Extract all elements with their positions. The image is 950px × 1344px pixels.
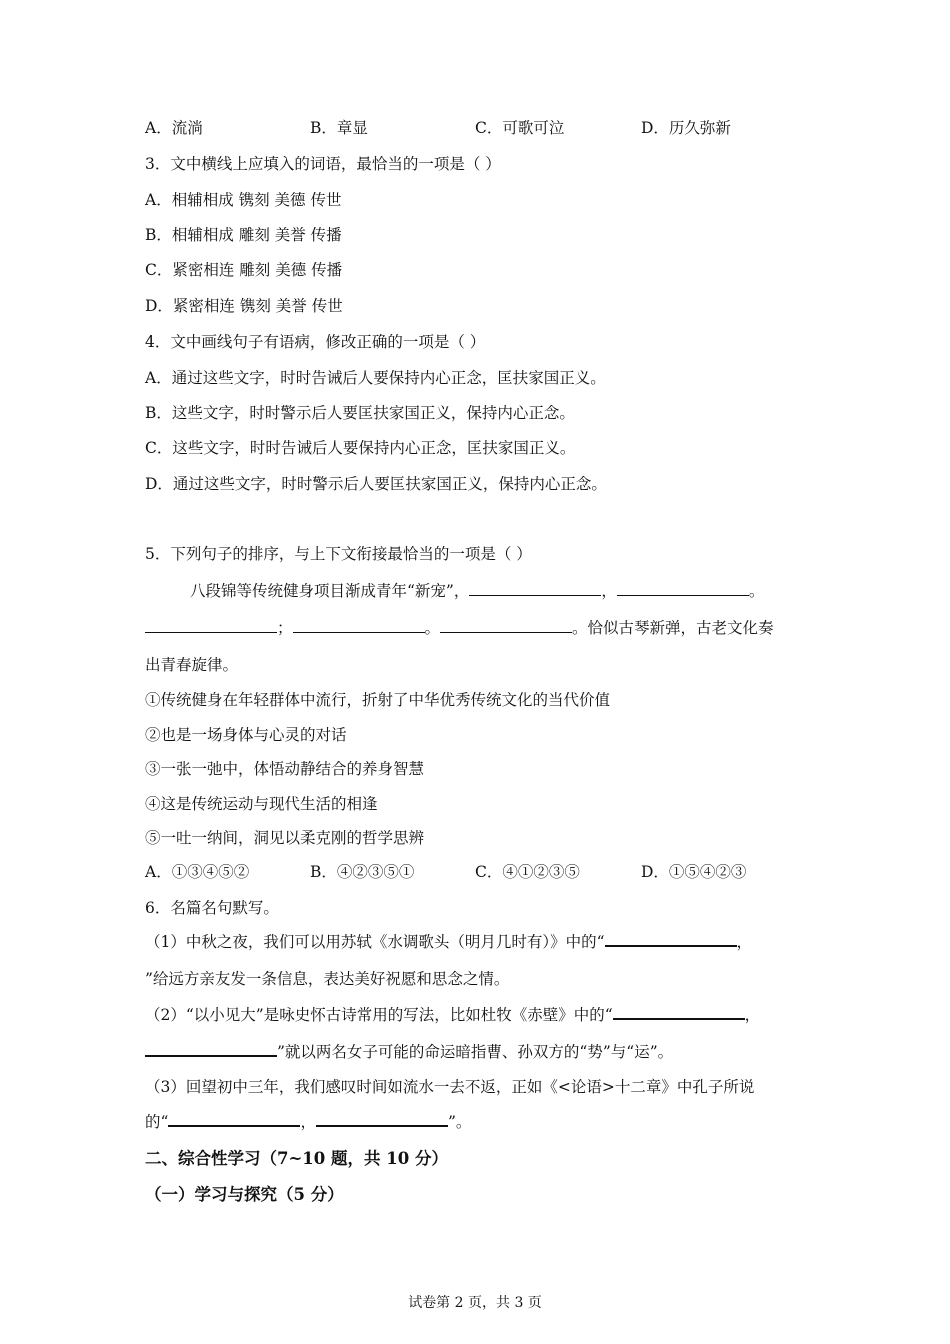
q6-item-2-cont-text: ”就以两名女子可能的命运暗指曹、孙双方的“势”与“运”。 [277, 1043, 674, 1061]
q5-option-b[interactable]: B．④②③⑤① [310, 863, 415, 881]
q5-sentence-4: ④这是传统运动与现代生活的相逢 [145, 795, 378, 813]
q5-stem: 5．下列句子的排序，与上下文衔接最恰当的一项是（ ） [145, 545, 532, 563]
q4-option-c[interactable]: C．这些文字，时时告诫后人要保持内心正念，匡扶家国正义。 [145, 439, 576, 457]
q6-item-3-de: 的“ [145, 1113, 169, 1131]
q6-item-1 [145, 931, 752, 953]
q6-item-2-text: （2）“以小见大”是咏史怀古诗常用的写法，比如杜牧《赤壁》中的“ [145, 1006, 613, 1024]
q2-option-b[interactable]: B．章显 [310, 119, 368, 137]
q6-item-1-comma: ， [736, 933, 753, 951]
q2-option-a[interactable]: A．流淌 [145, 119, 203, 137]
q6-item-2-comma: ， [744, 1006, 761, 1024]
q5-sentence-3: ③一张一弛中，体悟动静结合的养身智慧 [145, 760, 425, 778]
q5-blank-4[interactable] [293, 618, 425, 633]
section-2-title: 二、综合性学习（7~10 题，共 10 分） [145, 1149, 448, 1168]
q5-passage-start: 八段锦等传统健身项目渐成青年“新宠”， [190, 582, 470, 600]
q6-blank-3[interactable] [145, 1041, 277, 1057]
q5-option-d[interactable]: D．①⑤④②③ [641, 863, 747, 881]
q6-item-2 [145, 1004, 760, 1026]
q2-option-d[interactable]: D．历久弥新 [641, 119, 731, 137]
q5-option-a[interactable]: A．①③④⑤② [145, 863, 250, 881]
q2-option-c[interactable]: C．可歌可泣 [475, 119, 565, 137]
page-footer: 试卷第 2 页，共 3 页 [408, 1295, 542, 1311]
q4-stem: 4．文中画线句子有语病，修改正确的一项是（ ） [145, 333, 486, 351]
q6-item-1-cont: ”给远方亲友发一条信息，表达美好祝愿和思念之情。 [145, 970, 510, 988]
q5-sentence-2: ②也是一场身体与心灵的对话 [145, 726, 347, 744]
q3-option-b[interactable]: B．相辅相成 雕刻 美誉 传播 [145, 226, 342, 244]
q6-item-3-cont [145, 1111, 471, 1133]
q3-stem: 3．文中横线上应填入的词语，最恰当的一项是（ ） [145, 155, 501, 173]
q5-option-c[interactable]: C．④①②③⑤ [475, 863, 580, 881]
q6-blank-5[interactable] [316, 1111, 448, 1127]
q5-passage-tail: 。恰似古琴新弹，古老文化奏 [572, 619, 774, 637]
q3-option-d[interactable]: D．紧密相连 镌刻 美誉 传世 [145, 297, 343, 315]
q5-period-2: 。 [424, 619, 441, 637]
q6-stem: 6．名篇名句默写。 [145, 899, 279, 917]
q4-option-b[interactable]: B．这些文字，时时警示后人要匡扶家国正义，保持内心正念。 [145, 404, 575, 422]
q5-blank-1[interactable] [469, 581, 601, 596]
q5-passage-line-3: 出青春旋律。 [145, 656, 239, 674]
q4-option-d[interactable]: D．通过这些文字，时时警示后人要匡扶家国正义，保持内心正念。 [145, 475, 607, 493]
q5-sentence-1: ①传统健身在年轻群体中流行，折射了中华优秀传统文化的当代价值 [145, 691, 611, 709]
q6-blank-1[interactable] [605, 931, 737, 947]
q6-item-3-end: ”。 [447, 1113, 472, 1131]
q4-option-a[interactable]: A．通过这些文字，时时告诫后人要保持内心正念，匡扶家国正义。 [145, 369, 606, 387]
q5-semicolon: ； [277, 619, 293, 637]
q5-blank-2[interactable] [617, 581, 749, 596]
q6-item-3 [145, 1076, 754, 1098]
q5-blank-5[interactable] [440, 618, 572, 633]
q3-option-a[interactable]: A．相辅相成 镌刻 美德 传世 [145, 191, 342, 209]
q3-option-c[interactable]: C．紧密相连 雕刻 美德 传播 [145, 261, 343, 279]
q5-blank-3[interactable] [145, 618, 277, 633]
q6-blank-4[interactable] [168, 1111, 300, 1127]
q5-passage-line-2 [145, 617, 774, 639]
q6-item-3-comma: ， [300, 1113, 316, 1131]
q6-blank-2[interactable] [613, 1004, 745, 1020]
q5-passage-line-1 [190, 580, 764, 602]
q6-item-2-cont [145, 1041, 673, 1063]
q6-item-1-text: （1）中秋之夜，我们可以用苏轼《水调歌头（明月几时有）》中的“ [145, 933, 605, 951]
q5-period: 。 [748, 582, 765, 600]
q5-comma: ， [601, 582, 617, 600]
section-2-subtitle: （一）学习与探究（5 分） [145, 1185, 344, 1204]
q5-sentence-5: ⑤一吐一纳间，洞见以柔克刚的哲学思辨 [145, 829, 425, 847]
q6-item-3-text: （3）回望初中三年，我们感叹时间如流水一去不返，正如《<论语>十二章》中孔子所说 [145, 1078, 755, 1096]
